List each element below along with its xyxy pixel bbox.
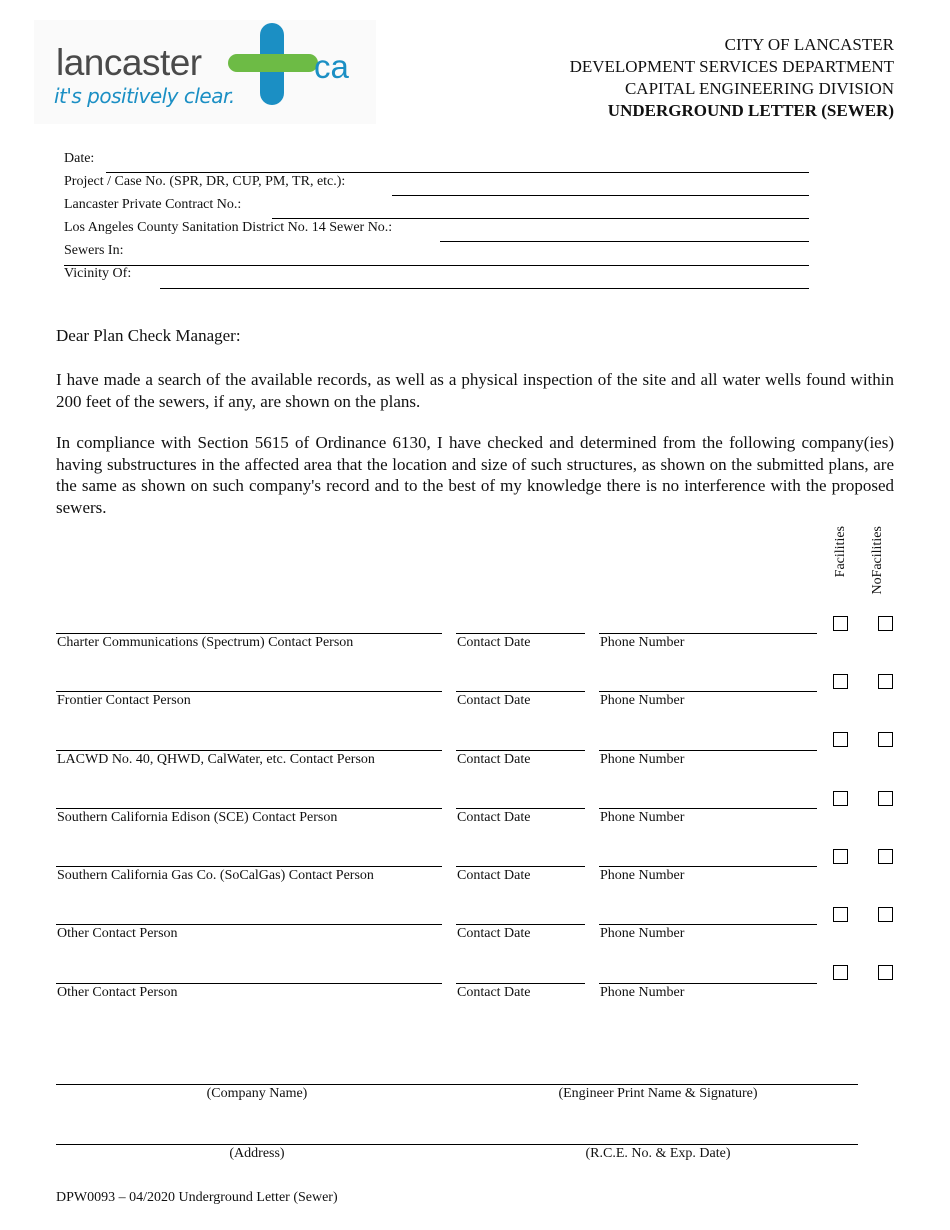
facilities-checkbox[interactable]	[833, 849, 848, 864]
no-facilities-checkbox[interactable]	[878, 674, 893, 689]
header-division: CAPITAL ENGINEERING DIVISION	[624, 79, 894, 98]
contact-person-label: Southern California Edison (SCE) Contact Person	[57, 810, 338, 825]
contact-person-line[interactable]	[56, 983, 442, 984]
contact-date-line[interactable]	[456, 983, 585, 984]
contact-person-label: Charter Communications (Spectrum) Contact Person	[57, 635, 354, 650]
city-logo	[34, 20, 376, 124]
facilities-checkbox[interactable]	[833, 616, 848, 631]
no-facilities-checkbox[interactable]	[878, 791, 893, 806]
date-label: Date:	[64, 151, 95, 166]
contact-person-line[interactable]	[56, 750, 442, 751]
contact-date-label: Contact Date	[457, 693, 531, 708]
contact-person-label: Other Contact Person	[57, 985, 178, 1000]
phone-number-label: Phone Number	[600, 635, 685, 650]
phone-number-label: Phone Number	[600, 926, 685, 941]
paragraph-records: I have made a search of the available records, as well as a physical inspection of the site and all water wells found within 200 feet of the sewers, if any, are shown on the plans.	[56, 370, 894, 411]
contact-person-line[interactable]	[56, 924, 442, 925]
sewers-in-label: Sewers In:	[64, 243, 124, 258]
phone-number-line[interactable]	[599, 633, 817, 634]
salutation: Dear Plan Check Manager:	[56, 326, 241, 345]
private-contract-field[interactable]	[272, 218, 809, 219]
engineer-signature-caption: (Engineer Print Name & Signature)	[558, 1086, 758, 1101]
facilities-checkbox[interactable]	[833, 732, 848, 747]
phone-number-line[interactable]	[599, 983, 817, 984]
sanitation-sewer-label: Los Angeles County Sanitation District No. 14 Sewer No.:	[64, 220, 393, 235]
phone-number-line[interactable]	[599, 750, 817, 751]
form-footer: DPW0093 – 04/2020 Underground Letter (Sewer)	[56, 1190, 338, 1205]
phone-number-line[interactable]	[599, 866, 817, 867]
phone-number-label: Phone Number	[600, 810, 685, 825]
header-department: DEVELOPMENT SERVICES DEPARTMENT	[569, 57, 894, 76]
sewers-in-field[interactable]	[64, 265, 809, 266]
contact-person-label: Southern California Gas Co. (SoCalGas) Contact Person	[57, 868, 374, 883]
document-title: UNDERGROUND LETTER (SEWER)	[607, 101, 894, 120]
date-field[interactable]	[106, 172, 809, 173]
no-facilities-header-line1: No	[870, 577, 885, 595]
contact-person-line[interactable]	[56, 691, 442, 692]
contact-person-label: Frontier Contact Person	[57, 693, 191, 708]
contact-date-line[interactable]	[456, 808, 585, 809]
project-case-label: Project / Case No. (SPR, DR, CUP, PM, TR, etc.):	[64, 174, 346, 189]
phone-number-label: Phone Number	[600, 752, 685, 767]
contact-date-label: Contact Date	[457, 810, 531, 825]
no-facilities-checkbox[interactable]	[878, 907, 893, 922]
paragraph-compliance: In compliance with Section 5615 of Ordinance 6130, I have checked and determined from the following company(ies) having substructures in the affected area that the location and size of such structures, as shown on the submitted plans, are the same as shown on such company's record and to the best of my knowledge there is no interference with the proposed sewers.	[56, 433, 894, 517]
no-facilities-checkbox[interactable]	[878, 849, 893, 864]
facilities-checkbox[interactable]	[833, 674, 848, 689]
facilities-checkbox[interactable]	[833, 791, 848, 806]
facilities-column-header: Facilities	[833, 526, 848, 578]
contact-date-line[interactable]	[456, 750, 585, 751]
facilities-checkbox[interactable]	[833, 965, 848, 980]
no-facilities-column-header	[870, 526, 885, 594]
logo-brand-text: lancaster	[56, 42, 202, 83]
contact-date-label: Contact Date	[457, 985, 531, 1000]
company-engineer-signature-line[interactable]	[56, 1084, 858, 1085]
contact-date-label: Contact Date	[457, 868, 531, 883]
phone-number-label: Phone Number	[600, 868, 685, 883]
logo-plus-horizontal	[228, 54, 318, 72]
phone-number-line[interactable]	[599, 691, 817, 692]
private-contract-label: Lancaster Private Contract No.:	[64, 197, 242, 212]
contact-date-line[interactable]	[456, 633, 585, 634]
no-facilities-checkbox[interactable]	[878, 616, 893, 631]
no-facilities-header-line2: Facilities	[870, 526, 885, 578]
project-case-field[interactable]	[392, 195, 809, 196]
contact-date-label: Contact Date	[457, 926, 531, 941]
rce-caption: (R.C.E. No. & Exp. Date)	[585, 1146, 731, 1161]
phone-number-line[interactable]	[599, 924, 817, 925]
contact-date-line[interactable]	[456, 924, 585, 925]
vicinity-of-field[interactable]	[160, 288, 809, 289]
header-city: CITY OF LANCASTER	[724, 35, 894, 54]
contact-person-line[interactable]	[56, 808, 442, 809]
facilities-checkbox[interactable]	[833, 907, 848, 922]
address-rce-line[interactable]	[56, 1144, 858, 1145]
address-caption: (Address)	[229, 1146, 285, 1161]
phone-number-line[interactable]	[599, 808, 817, 809]
phone-number-label: Phone Number	[600, 985, 685, 1000]
contact-person-line[interactable]	[56, 866, 442, 867]
company-name-caption: (Company Name)	[206, 1086, 308, 1101]
contact-person-label: Other Contact Person	[57, 926, 178, 941]
contact-person-line[interactable]	[56, 633, 442, 634]
contact-date-label: Contact Date	[457, 752, 531, 767]
sanitation-sewer-field[interactable]	[440, 241, 809, 242]
logo-tagline: it's positively clear.	[54, 84, 235, 108]
contact-date-label: Contact Date	[457, 635, 531, 650]
contact-date-line[interactable]	[456, 691, 585, 692]
contact-date-line[interactable]	[456, 866, 585, 867]
no-facilities-checkbox[interactable]	[878, 732, 893, 747]
no-facilities-checkbox[interactable]	[878, 965, 893, 980]
contact-person-label: LACWD No. 40, QHWD, CalWater, etc. Contact Person	[57, 752, 375, 767]
logo-suffix: ca	[314, 48, 349, 85]
phone-number-label: Phone Number	[600, 693, 685, 708]
vicinity-of-label: Vicinity Of:	[64, 266, 132, 281]
